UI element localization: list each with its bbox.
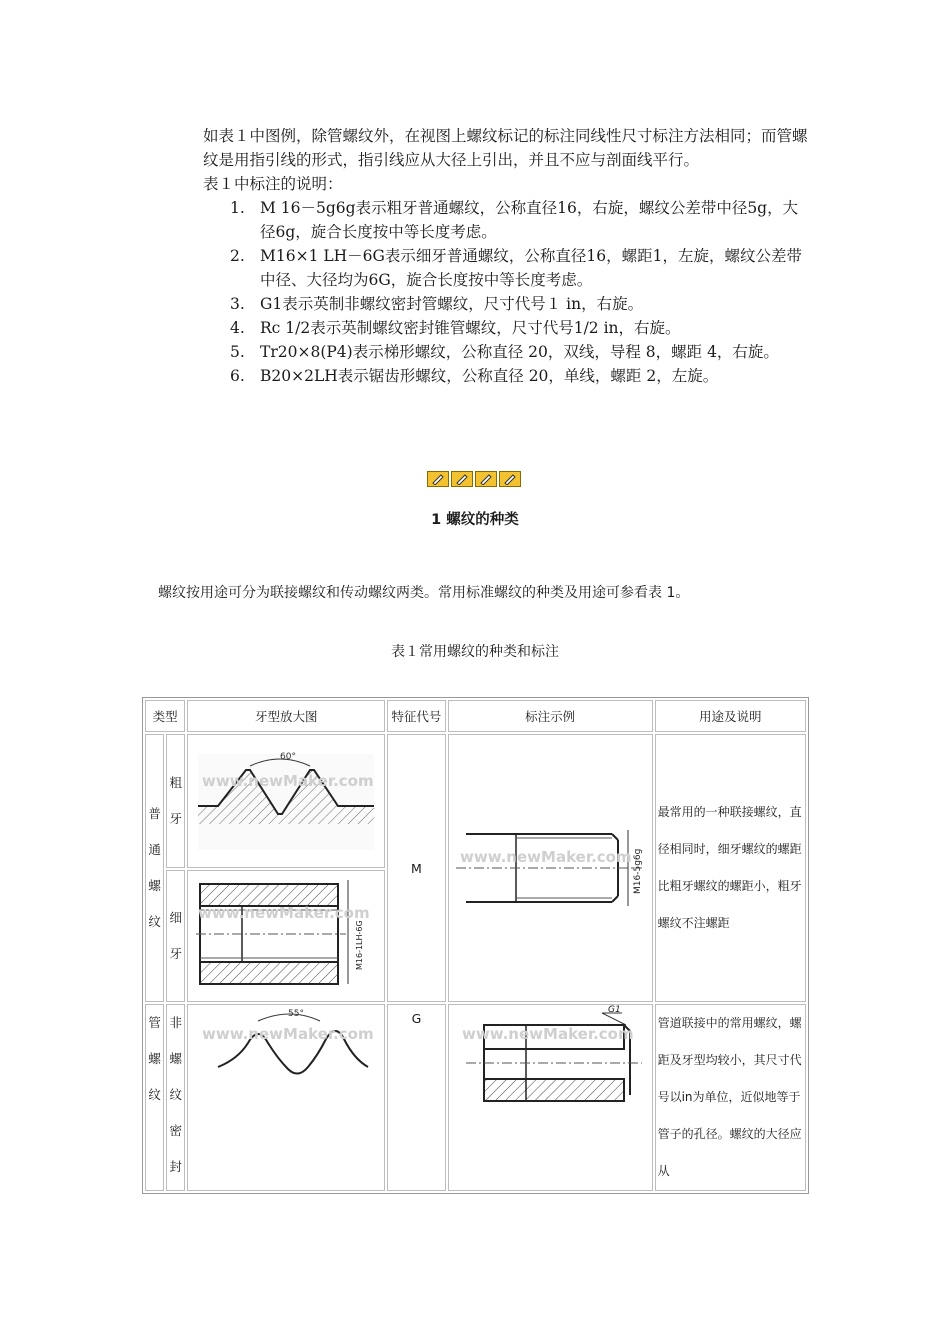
- angle-label: 60°: [280, 752, 297, 762]
- usage-description: 管道联接中的常用螺纹，螺距及牙型均较小，其尺寸代号以in为单位，近似地等于管子的孔径。螺纹的大径应从: [655, 1004, 806, 1191]
- angle-label: 55°: [288, 1009, 305, 1019]
- table-row: [145, 1004, 806, 1191]
- list-item: [203, 292, 810, 316]
- decorative-icon-strip: [427, 471, 523, 489]
- pencil-icon: [499, 471, 521, 487]
- watermark: www.newMaker.com: [202, 772, 374, 790]
- header-profile: 牙型放大图: [187, 700, 385, 732]
- pipe-example-figure: [448, 1004, 653, 1191]
- watermark: www.newMaker.com: [462, 1025, 634, 1043]
- fine-profile-figure: [187, 870, 385, 1002]
- list-number: 4.: [230, 319, 245, 337]
- list-number: 1.: [230, 199, 245, 217]
- list-item: [203, 196, 810, 244]
- list-item: [203, 316, 810, 340]
- dimension-label: M16-1LH-6G: [355, 920, 365, 970]
- code-g: G: [387, 1004, 446, 1191]
- thread-types-table: [142, 697, 809, 1194]
- subtype-coarse: 粗 牙: [166, 734, 185, 868]
- list-text: Tr20×8(P4)表示梯形螺纹，公称直径 20，双线，导程 8，螺距 4，右旋。: [260, 343, 779, 361]
- intro-para-2: 表１中标注的说明：: [203, 175, 343, 193]
- list-number: 2.: [230, 247, 245, 265]
- header-type: 类型: [145, 700, 185, 732]
- list-text: M 16－5g6g表示粗牙普通螺纹，公称直径16，右旋，螺纹公差带中径5g，大径6g，旋合长度按中等长度考虑。: [260, 199, 799, 241]
- watermark: www.newMaker.com: [198, 904, 370, 922]
- section-heading: 1 螺纹的种类: [431, 512, 519, 528]
- pipe-label: G1: [608, 1005, 621, 1015]
- list-text: G1表示英制非螺纹密封管螺纹，尺寸代号１ in，右旋。: [260, 295, 644, 313]
- list-number: 5.: [230, 343, 245, 361]
- intro-text: [203, 124, 810, 388]
- coarse-example-figure: [448, 734, 653, 1002]
- list-text: B20×2LH表示锯齿形螺纹，公称直径 20，单线，螺距 2，左旋。: [260, 367, 719, 385]
- table-row: [145, 734, 806, 868]
- pencil-icon: [427, 471, 449, 487]
- pencil-icon: [475, 471, 497, 487]
- subtype-non-sealing: 非 螺 纹 密 封: [166, 1004, 185, 1191]
- list-item: [203, 364, 810, 388]
- list-text: Rc 1/2表示英制螺纹密封锥管螺纹，尺寸代号1/2 in，右旋。: [260, 319, 681, 337]
- pipe-profile-figure: [187, 1004, 385, 1191]
- watermark: www.newMaker.com: [202, 1025, 374, 1043]
- table-caption: 表１常用螺纹的种类和标注: [391, 644, 559, 660]
- list-text: M16×1 LH－6G表示细牙普通螺纹，公称直径16，螺距1，左旋，螺纹公差带中径、大径均为6G，旋合长度按中等长度考虑。: [260, 247, 803, 289]
- header-example: 标注示例: [448, 700, 653, 732]
- type-pipe-thread: 管 螺 纹: [145, 1004, 164, 1191]
- type-common-thread: 普 通 螺 纹: [145, 734, 164, 1002]
- subtype-fine: 细 牙: [166, 870, 185, 1002]
- list-item: [203, 340, 810, 364]
- watermark: www.newMaker.com: [460, 848, 632, 866]
- section-paragraph: 螺纹按用途可分为联接螺纹和传动螺纹两类。常用标准螺纹的种类及用途可参看表 1。: [158, 585, 690, 601]
- pencil-icon: [451, 471, 473, 487]
- code-m: M: [387, 734, 446, 1002]
- dimension-label: M16-5g6g: [633, 848, 644, 894]
- list-number: 6.: [230, 367, 245, 385]
- list-number: 3.: [230, 295, 245, 313]
- list-item: [203, 244, 810, 292]
- coarse-profile-figure: [187, 734, 385, 868]
- notes-list: [203, 196, 810, 388]
- table-header-row: [145, 700, 806, 732]
- header-code: 特征代号: [387, 700, 446, 732]
- header-usage: 用途及说明: [655, 700, 806, 732]
- intro-para-1: 如表１中图例，除管螺纹外，在视图上螺纹标记的标注同线性尺寸标注方法相同；而管螺纹是用指引线的形式，指引线应从大径上引出，并且不应与剖面线平行。: [203, 127, 808, 169]
- usage-description: 最常用的一种联接螺纹，直径相同时，细牙螺纹的螺距比粗牙螺纹的螺距小，粗牙螺纹不注螺距: [655, 734, 806, 1002]
